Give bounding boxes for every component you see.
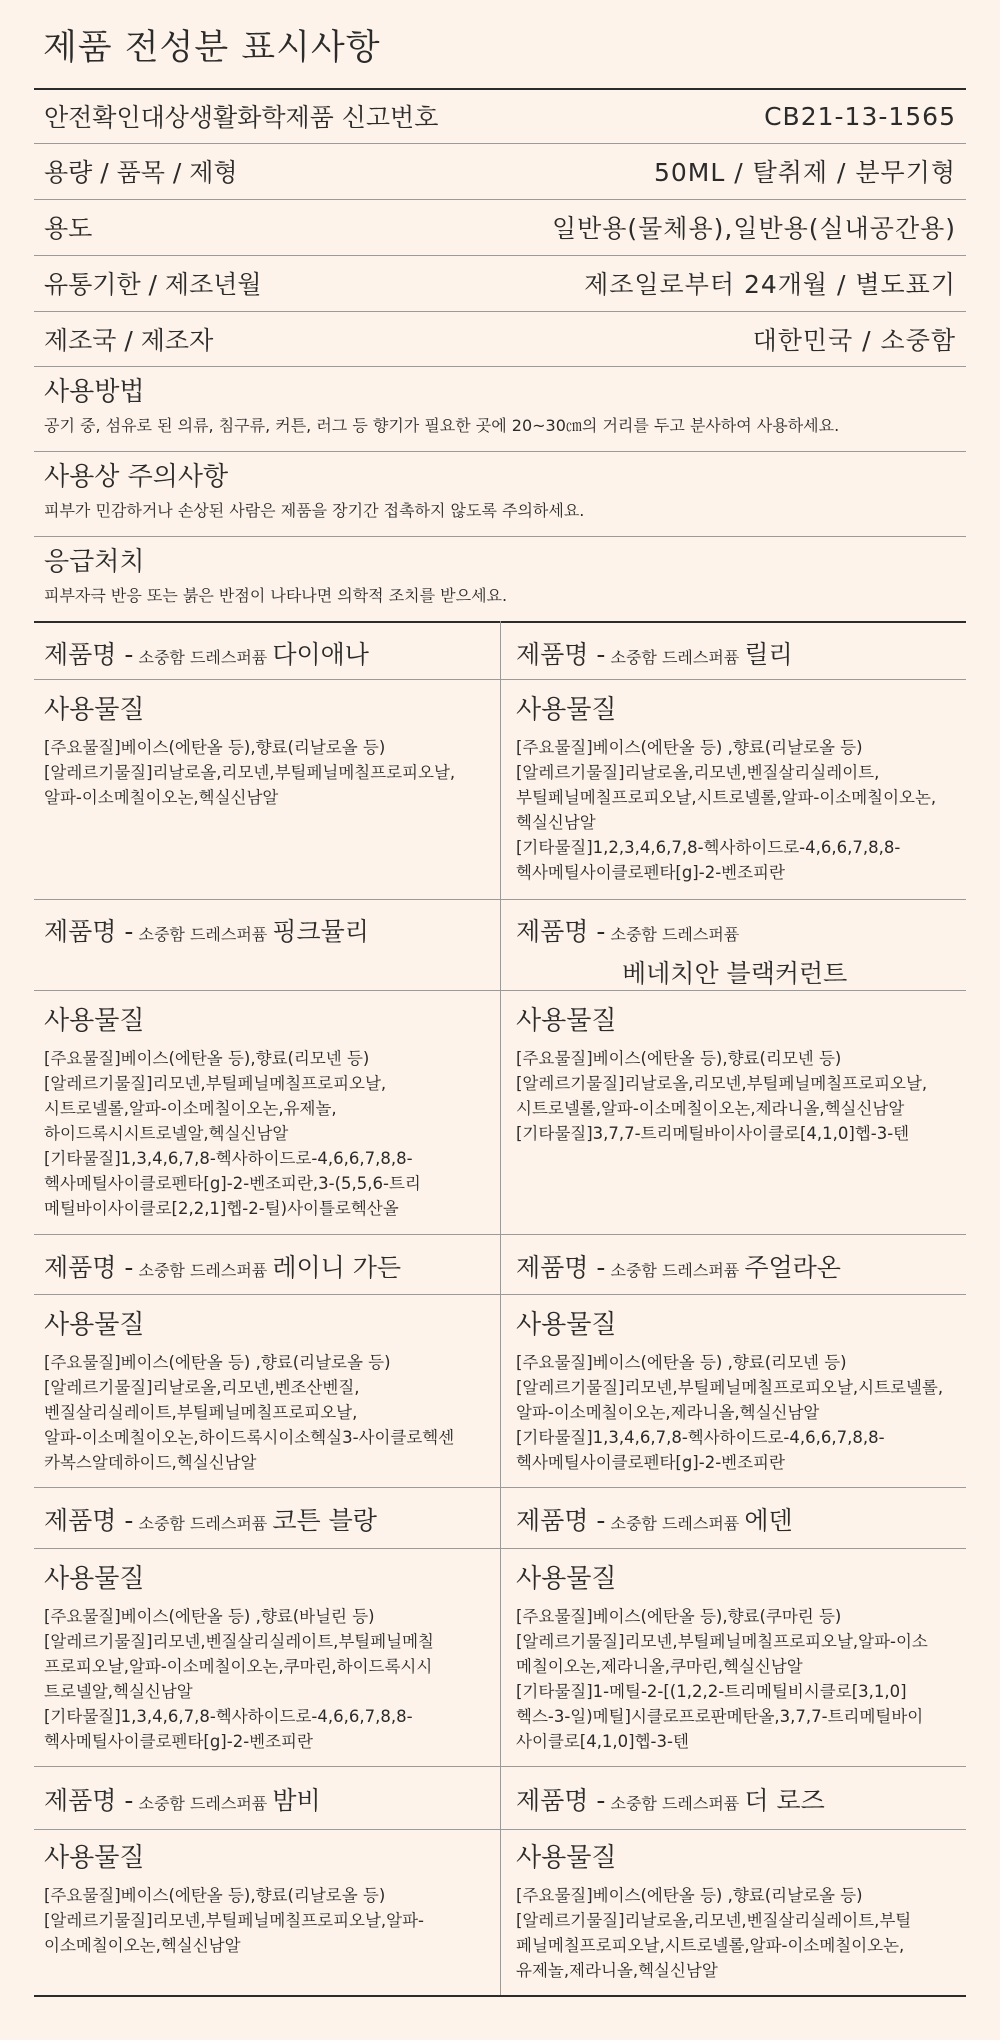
divider — [34, 1829, 966, 1830]
brand-label: 소중함 드레스퍼퓸 — [138, 1514, 268, 1533]
product-substances — [44, 1841, 496, 1958]
product-substances — [44, 1562, 496, 1754]
substances-heading: 사용물질 — [44, 1564, 145, 1594]
ingredient-line: [기타물질]1,2,3,4,6,7,8-헥사하이드로-4,6,6,7,8,8- — [516, 838, 901, 857]
product-name-label: 제품명 - — [44, 917, 134, 946]
divider — [34, 536, 966, 537]
ingredient-list — [44, 1046, 496, 1221]
ingredient-line: [알레르기물질]리날로올,리모넨,부틸페닐메칠프로피오날, — [44, 763, 456, 782]
brand-label: 소중함 드레스퍼퓸 — [610, 925, 740, 944]
product-name-label: 제품명 - — [44, 1786, 134, 1815]
info-value: 50ML / 탈취제 / 분무기형 — [654, 158, 956, 187]
product-name-header — [516, 1781, 968, 1817]
product-substances — [44, 693, 496, 810]
ingredient-line: 알파-이소메칠이오논,하이드록시이소헥실3-사이클로헥센 — [44, 1428, 455, 1447]
ingredient-line: [기타물질]1,3,4,6,7,8-헥사하이드로-4,6,6,7,8,8- — [44, 1149, 413, 1168]
ingredient-line: 트로넬알,헥실신남알 — [44, 1682, 193, 1701]
product-name-header — [44, 1781, 496, 1817]
ingredient-line: 사이클로[4,1,0]헵-3-텐 — [516, 1732, 689, 1751]
section-first-aid — [44, 546, 964, 607]
info-label: 안전확인대상생활화학제품 신고번호 — [44, 103, 439, 132]
ingredient-line: 헥사메틸사이클로펜타[g]-2-벤조피란 — [516, 863, 785, 882]
divider — [34, 1234, 966, 1235]
product-substances — [516, 1562, 968, 1754]
product-name-label: 제품명 - — [516, 1506, 606, 1535]
ingredient-line: 부틸페닐메칠프로피오날,시트로넬롤,알파-이소메칠이오논, — [516, 788, 937, 807]
ingredient-line: 헥사메틸사이클로펜타[g]-2-벤조피란 — [516, 1453, 785, 1472]
divider — [34, 1766, 966, 1767]
product-name-label: 제품명 - — [44, 1253, 134, 1282]
product-name-label: 제품명 - — [44, 1506, 134, 1535]
ingredient-line: [주요물질]베이스(에탄올 등) ,향료(리날로올 등) — [516, 1886, 863, 1905]
ingredient-line: 시트로넬롤,알파-이소메칠이오논,제라니올,헥실신남알 — [516, 1099, 905, 1118]
info-label: 제조국 / 제조자 — [44, 326, 214, 355]
product-name-header — [516, 635, 968, 671]
ingredient-line: [기타물질]3,7,7-트리메틸바이사이클로[4,1,0]헵-3-텐 — [516, 1124, 910, 1143]
ingredient-list — [516, 1883, 968, 1983]
product-name-label: 제품명 - — [516, 917, 606, 946]
info-value: 일반용(물체용),일반용(실내공간용) — [551, 214, 956, 243]
brand-label: 소중함 드레스퍼퓸 — [610, 1794, 740, 1813]
product-name-header — [516, 912, 968, 990]
ingredient-line: 벤질살리실레이트,부틸페닐메칠프로피오날, — [44, 1403, 358, 1422]
product-name-header — [44, 1501, 496, 1537]
product-name: 에덴 — [744, 1506, 793, 1535]
product-substances — [44, 1308, 496, 1475]
ingredient-line: 페닐메칠프로피오날,시트로넬롤,알파-이소메칠이오논, — [516, 1936, 905, 1955]
section-heading: 응급처치 — [44, 547, 145, 577]
ingredient-list — [516, 735, 968, 885]
ingredient-line: [주요물질]베이스(에탄올 등) ,향료(리날로올 등) — [44, 1353, 391, 1372]
info-row-usage — [44, 199, 956, 255]
brand-label: 소중함 드레스퍼퓸 — [138, 1794, 268, 1813]
product-name-header — [44, 1248, 496, 1284]
info-row-volume — [44, 143, 956, 199]
ingredient-list — [516, 1604, 968, 1754]
ingredient-line: 헥실신남알 — [516, 813, 596, 832]
ingredient-line: [주요물질]베이스(에탄올 등),향료(리모넨 등) — [516, 1049, 842, 1068]
ingredient-line: 시트로넬롤,알파-이소메칠이오논,유제놀, — [44, 1099, 337, 1118]
ingredient-list — [44, 1350, 496, 1475]
ingredient-line: 알파-이소메칠이오논,제라니올,헥실신남알 — [516, 1403, 820, 1422]
substances-heading: 사용물질 — [44, 695, 145, 725]
ingredient-line: [주요물질]베이스(에탄올 등),향료(쿠마린 등) — [516, 1607, 842, 1626]
ingredient-list — [516, 1350, 968, 1475]
ingredient-line: 헥스-3-일)메틸]시클로프로판메탄올,3,7,7-트리메틸바이 — [516, 1707, 924, 1726]
info-label: 용도 — [44, 214, 93, 243]
ingredient-list — [44, 1604, 496, 1754]
ingredient-line: 카복스알데하이드,헥실신남알 — [44, 1453, 257, 1472]
product-name: 더 로즈 — [744, 1786, 825, 1815]
ingredient-line: [주요물질]베이스(에탄올 등),향료(리날로올 등) — [44, 738, 386, 757]
product-name-label: 제품명 - — [516, 1253, 606, 1282]
section-how-to-use — [44, 376, 964, 437]
divider — [34, 1487, 966, 1488]
section-heading: 사용방법 — [44, 377, 145, 407]
ingredient-line: [알레르기물질]리날로올,리모넨,부틸페닐메칠프로피오날, — [516, 1074, 928, 1093]
brand-label: 소중함 드레스퍼퓸 — [138, 1261, 268, 1280]
info-value: CB21-13-1565 — [764, 101, 956, 131]
ingredient-line: 프로피오날,알파-이소메칠이오논,쿠마린,하이드록시시 — [44, 1657, 433, 1676]
substances-heading: 사용물질 — [516, 1310, 617, 1340]
product-substances — [44, 1004, 496, 1221]
info-row-report-number — [44, 88, 956, 144]
product-name: 베네치안 블랙커런트 — [622, 959, 848, 988]
section-body: 공기 중, 섬유로 된 의류, 침구류, 커튼, 러그 등 향기가 필요한 곳에 20~30㎝의 거리를 두고 분사하여 사용하세요. — [44, 416, 840, 435]
divider — [34, 1294, 966, 1295]
ingredient-line: [주요물질]베이스(에탄올 등),향료(리날로올 등) — [44, 1886, 386, 1905]
ingredient-line: [주요물질]베이스(에탄올 등) ,향료(리날로올 등) — [516, 738, 863, 757]
product-name: 핑크뮬리 — [272, 917, 369, 946]
product-substances — [516, 1004, 968, 1146]
info-row-manufacturer — [44, 311, 956, 367]
substances-heading: 사용물질 — [516, 1843, 617, 1873]
ingredient-line: [알레르기물질]리모넨,부틸페닐메칠프로피오날,알파- — [44, 1911, 424, 1930]
ingredient-line: [알레르기물질]리날로올,리모넨,벤조산벤질, — [44, 1378, 360, 1397]
info-value: 대한민국 / 소중함 — [752, 326, 956, 355]
substances-heading: 사용물질 — [44, 1843, 145, 1873]
product-name-header — [516, 1248, 968, 1284]
ingredient-list — [44, 735, 496, 810]
brand-label: 소중함 드레스퍼퓸 — [138, 925, 268, 944]
product-name-header — [44, 635, 496, 671]
info-label: 유통기한 / 제조년월 — [44, 270, 262, 299]
ingredient-list — [516, 1046, 968, 1146]
ingredient-line: [기타물질]1,3,4,6,7,8-헥사하이드로-4,6,6,7,8,8- — [44, 1707, 413, 1726]
substances-heading: 사용물질 — [516, 1564, 617, 1594]
product-name: 릴리 — [744, 640, 793, 669]
brand-label: 소중함 드레스퍼퓸 — [610, 648, 740, 667]
product-name-label: 제품명 - — [516, 1786, 606, 1815]
product-name: 코튼 블랑 — [272, 1506, 377, 1535]
info-row-expiry — [44, 255, 956, 311]
product-substances — [516, 1308, 968, 1475]
product-name: 레이니 가든 — [272, 1253, 402, 1282]
brand-label: 소중함 드레스퍼퓸 — [610, 1514, 740, 1533]
ingredient-line: [알레르기물질]리모넨,부틸페닐메칠프로피오날,알파-이소 — [516, 1632, 928, 1651]
divider — [34, 990, 966, 991]
ingredient-line: [기타물질]1-메틸-2-[(1,2,2-트리메틸비시클로[3,1,0] — [516, 1682, 907, 1701]
page-title: 제품 전성분 표시사항 — [43, 28, 381, 68]
ingredient-line: 이소메칠이오논,헥실신남알 — [44, 1936, 241, 1955]
substances-heading: 사용물질 — [44, 1310, 145, 1340]
column-divider — [500, 621, 501, 1995]
info-label: 용량 / 품목 / 제형 — [44, 158, 238, 187]
divider — [34, 1548, 966, 1549]
divider — [34, 366, 966, 367]
ingredient-line: 헥사메틸사이클로펜타[g]-2-벤조피란,3-(5,5,6-트리 — [44, 1174, 421, 1193]
product-name-label: 제품명 - — [44, 640, 134, 669]
product-name-header — [44, 912, 496, 948]
ingredient-line: [알레르기물질]리날로올,리모넨,벤질살리실레이트,부틸 — [516, 1911, 912, 1930]
brand-label: 소중함 드레스퍼퓸 — [610, 1261, 740, 1280]
product-name: 주얼라온 — [744, 1253, 841, 1282]
info-value: 제조일로부터 24개월 / 별도표기 — [584, 270, 956, 299]
ingredient-list — [44, 1883, 496, 1958]
divider — [34, 899, 966, 900]
ingredient-line: [주요물질]베이스(에탄올 등),향료(리모넨 등) — [44, 1049, 370, 1068]
ingredient-line: [알레르기물질]리모넨,부틸페닐메칠프로피오날,시트로넬롤, — [516, 1378, 944, 1397]
product-name: 다이애나 — [272, 640, 369, 669]
ingredient-line: 알파-이소메칠이오논,헥실신남알 — [44, 788, 279, 807]
brand-label: 소중함 드레스퍼퓸 — [138, 648, 268, 667]
product-name-header — [516, 1501, 968, 1537]
ingredient-line: [알레르기물질]리모넨,벤질살리실레이트,부틸페닐메칠 — [44, 1632, 434, 1651]
section-heading: 사용상 주의사항 — [44, 462, 229, 492]
divider — [34, 679, 966, 680]
ingredient-line: [주요물질]베이스(에탄올 등) ,향료(리모넨 등) — [516, 1353, 847, 1372]
ingredient-line: [알레르기물질]리모넨,부틸페닐메칠프로피오날, — [44, 1074, 387, 1093]
ingredient-line: [주요물질]베이스(에탄올 등) ,향료(바닐린 등) — [44, 1607, 375, 1626]
substances-heading: 사용물질 — [516, 695, 617, 725]
ingredient-line: [기타물질]1,3,4,6,7,8-헥사하이드로-4,6,6,7,8,8- — [516, 1428, 885, 1447]
section-precautions — [44, 461, 964, 522]
ingredient-line: 하이드록시시트로넬알,헥실신남알 — [44, 1124, 289, 1143]
product-name-label: 제품명 - — [516, 640, 606, 669]
product-name: 밤비 — [272, 1786, 321, 1815]
product-substances — [516, 693, 968, 885]
ingredient-line: 메칠이오논,제라니올,쿠마린,헥실신남알 — [516, 1657, 803, 1676]
ingredient-line: 유제놀,제라니올,헥실신남알 — [516, 1961, 718, 1980]
ingredient-line: [알레르기물질]리날로올,리모넨,벤질살리실레이트, — [516, 763, 880, 782]
section-body: 피부가 민감하거나 손상된 사람은 제품을 장기간 접촉하지 않도록 주의하세요. — [44, 501, 585, 520]
divider — [34, 1995, 966, 1997]
divider — [34, 451, 966, 452]
substances-heading: 사용물질 — [44, 1006, 145, 1036]
substances-heading: 사용물질 — [516, 1006, 617, 1036]
ingredient-line: 헥사메틸사이클로펜타[g]-2-벤조피란 — [44, 1732, 313, 1751]
ingredient-line: 메틸바이사이클로[2,2,1]헵-2-틸)사이틀로헥산올 — [44, 1199, 399, 1218]
product-substances — [516, 1841, 968, 1983]
section-body: 피부자극 반응 또는 붉은 반점이 나타나면 의학적 조치를 받으세요. — [44, 586, 508, 605]
